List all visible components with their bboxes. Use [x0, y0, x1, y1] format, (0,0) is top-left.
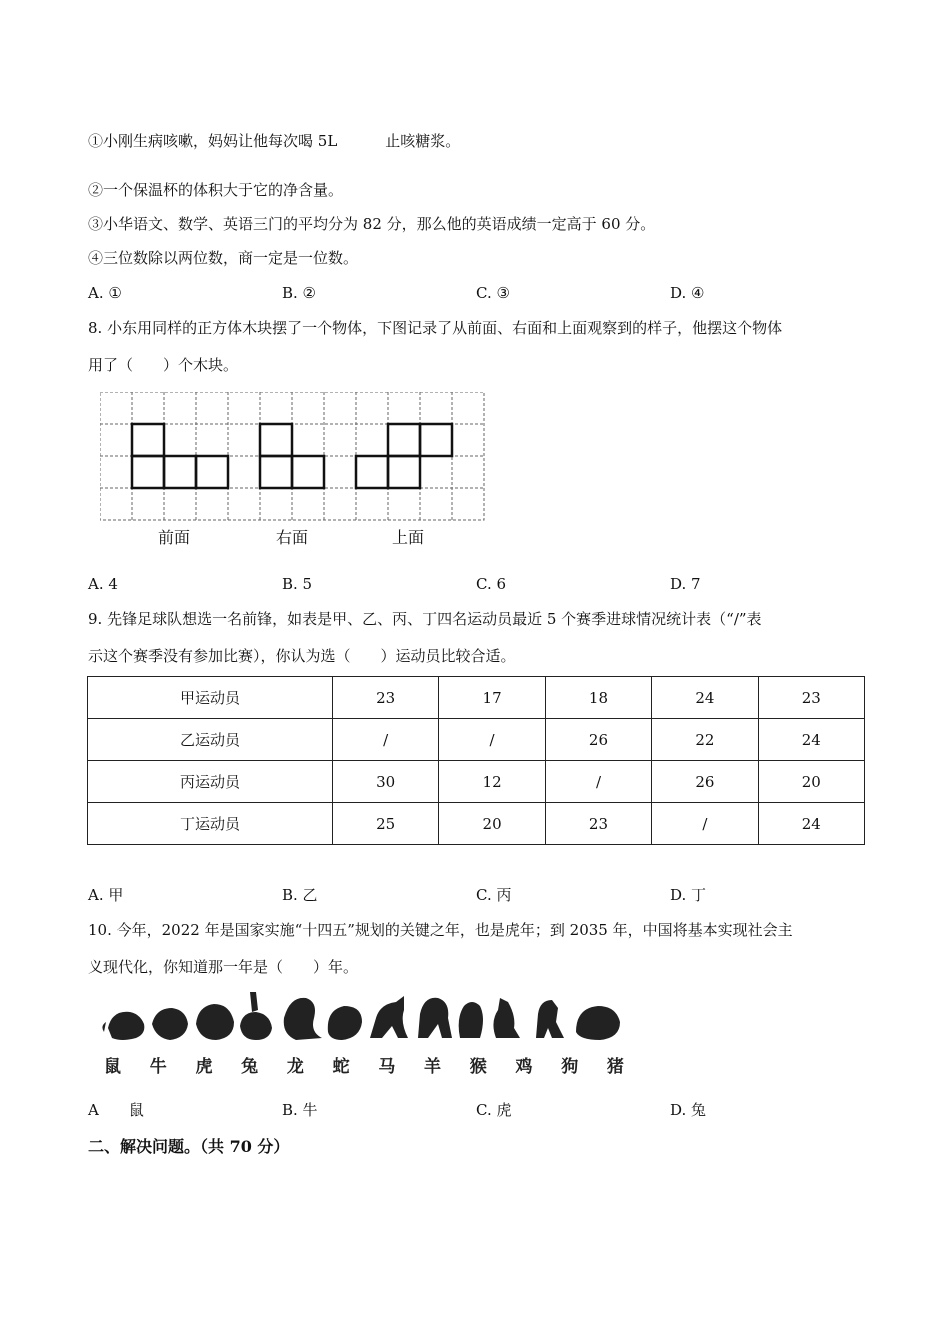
monkey-icon [459, 1002, 483, 1038]
table-cell: 丁运动员 [88, 803, 333, 845]
q7-statement-1: ①小刚生病咳嗽，妈妈让他每次喝 5L 止咳糖浆。 [88, 132, 461, 150]
q10-option-c[interactable]: C. 虎 [476, 1101, 512, 1119]
table-cell: 20 [758, 761, 864, 803]
table-cell: 24 [758, 803, 864, 845]
table-row [88, 803, 865, 845]
tiger-icon [196, 1004, 234, 1040]
table-cell: 乙运动员 [88, 719, 333, 761]
dragon-icon [284, 998, 322, 1040]
table-cell: 18 [545, 677, 651, 719]
q7-statement-4: ④三位数除以两位数，商一定是一位数。 [88, 249, 359, 267]
q8-stem-line-2: 用了（ ）个木块。 [88, 356, 239, 374]
table-cell: 23 [758, 677, 864, 719]
q7-option-b[interactable]: B. ② [282, 284, 317, 302]
q10-stem-line-2: 义现代化，你知道那一年是（ ）年。 [88, 958, 359, 976]
table-cell: 丙运动员 [88, 761, 333, 803]
table-row [88, 677, 865, 719]
q9-option-a[interactable]: A. 甲 [88, 886, 124, 904]
table-cell: 22 [652, 719, 758, 761]
q8-option-b[interactable]: B. 5 [282, 575, 313, 593]
right-view-shape [260, 424, 324, 488]
pig-icon [576, 1006, 620, 1040]
table-cell: 26 [652, 761, 758, 803]
zodiac-paper-cut-image [100, 988, 630, 1050]
ox-icon [152, 998, 188, 1040]
q10-option-b[interactable]: B. 牛 [282, 1101, 318, 1119]
zodiac-label: 猴 [469, 1057, 487, 1077]
front-view-label: 前面 [158, 528, 191, 547]
table-cell: 30 [333, 761, 439, 803]
q7-option-d[interactable]: D. ④ [670, 284, 705, 302]
table-cell: 24 [758, 719, 864, 761]
goals-table [87, 676, 865, 845]
q9-option-c[interactable]: C. 丙 [476, 886, 512, 904]
top-view-shape [356, 424, 452, 488]
q9-stem-line-2: 示这个赛季没有参加比赛），你认为选（ ）运动员比较合适。 [88, 647, 516, 665]
right-view-label: 右面 [276, 528, 309, 547]
table-cell: 24 [652, 677, 758, 719]
q8-option-d[interactable]: D. 7 [670, 575, 701, 593]
zodiac-labels [104, 1052, 624, 1078]
q7-statement-2: ②一个保温杯的体积大于它的净含量。 [88, 181, 344, 199]
q7-option-c[interactable]: C. ③ [476, 284, 510, 302]
table-row [88, 761, 865, 803]
q9-stem-line-1: 9. 先锋足球队想选一名前锋，如表是甲、乙、丙、丁四名运动员最近 5 个赛季进球情况统计表（“/”表 [88, 610, 762, 628]
table-cell: 甲运动员 [88, 677, 333, 719]
q8-stem-line-1: 8. 小东用同样的正方体木块摆了一个物体，下图记录了从前面、右面和上面观察到的样子，他摆这个物体 [88, 319, 783, 337]
rabbit-icon [240, 992, 272, 1040]
rat-icon [102, 1012, 144, 1040]
q10-stem-line-1: 10. 今年，2022 年是国家实施“十四五”规划的关键之年，也是虎年；到 2035 年，中国将基本实现社会主 [88, 921, 793, 939]
zodiac-label: 鸡 [515, 1057, 533, 1077]
zodiac-label: 羊 [424, 1057, 442, 1077]
table-cell: 25 [333, 803, 439, 845]
rooster-icon [493, 998, 520, 1038]
q8-option-a[interactable]: A. 4 [88, 575, 118, 593]
front-view-shape [132, 424, 228, 488]
zodiac-label: 虎 [195, 1057, 213, 1077]
zodiac-label: 马 [378, 1057, 396, 1077]
sheep-icon [418, 998, 452, 1038]
q10-option-d[interactable]: D. 兔 [670, 1101, 707, 1119]
zodiac-label: 兔 [241, 1057, 259, 1077]
table-cell: 23 [545, 803, 651, 845]
table-cell: / [652, 803, 758, 845]
q9-option-d[interactable]: D. 丁 [670, 886, 707, 904]
section-title: 二、解决问题。（共 70 分） [88, 1137, 290, 1156]
q7-option-a[interactable]: A. ① [88, 284, 122, 302]
snake-icon [328, 1006, 362, 1040]
zodiac-label: 猪 [606, 1057, 624, 1077]
table-cell: / [545, 761, 651, 803]
table-cell: 26 [545, 719, 651, 761]
zodiac-label: 蛇 [332, 1057, 350, 1077]
table-cell: 23 [333, 677, 439, 719]
table-cell: 12 [439, 761, 545, 803]
zodiac-label: 龙 [286, 1057, 304, 1077]
horse-icon [370, 996, 408, 1038]
q8-option-c[interactable]: C. 6 [476, 575, 507, 593]
zodiac-label: 鼠 [104, 1057, 121, 1077]
table-cell: / [333, 719, 439, 761]
zodiac-label: 牛 [149, 1057, 167, 1077]
q10-option-a[interactable]: A 鼠 [88, 1101, 144, 1119]
table-cell: 17 [439, 677, 545, 719]
q7-statement-3: ③小华语文、数学、英语三门的平均分为 82 分，那么他的英语成绩一定高于 60 分。 [88, 215, 656, 233]
three-view-diagram [100, 392, 486, 524]
table-cell: / [439, 719, 545, 761]
q9-option-b[interactable]: B. 乙 [282, 886, 318, 904]
table-cell: 20 [439, 803, 545, 845]
dog-icon [536, 1000, 564, 1038]
table-row [88, 719, 865, 761]
top-view-label: 上面 [392, 528, 425, 547]
zodiac-label: 狗 [561, 1057, 579, 1077]
